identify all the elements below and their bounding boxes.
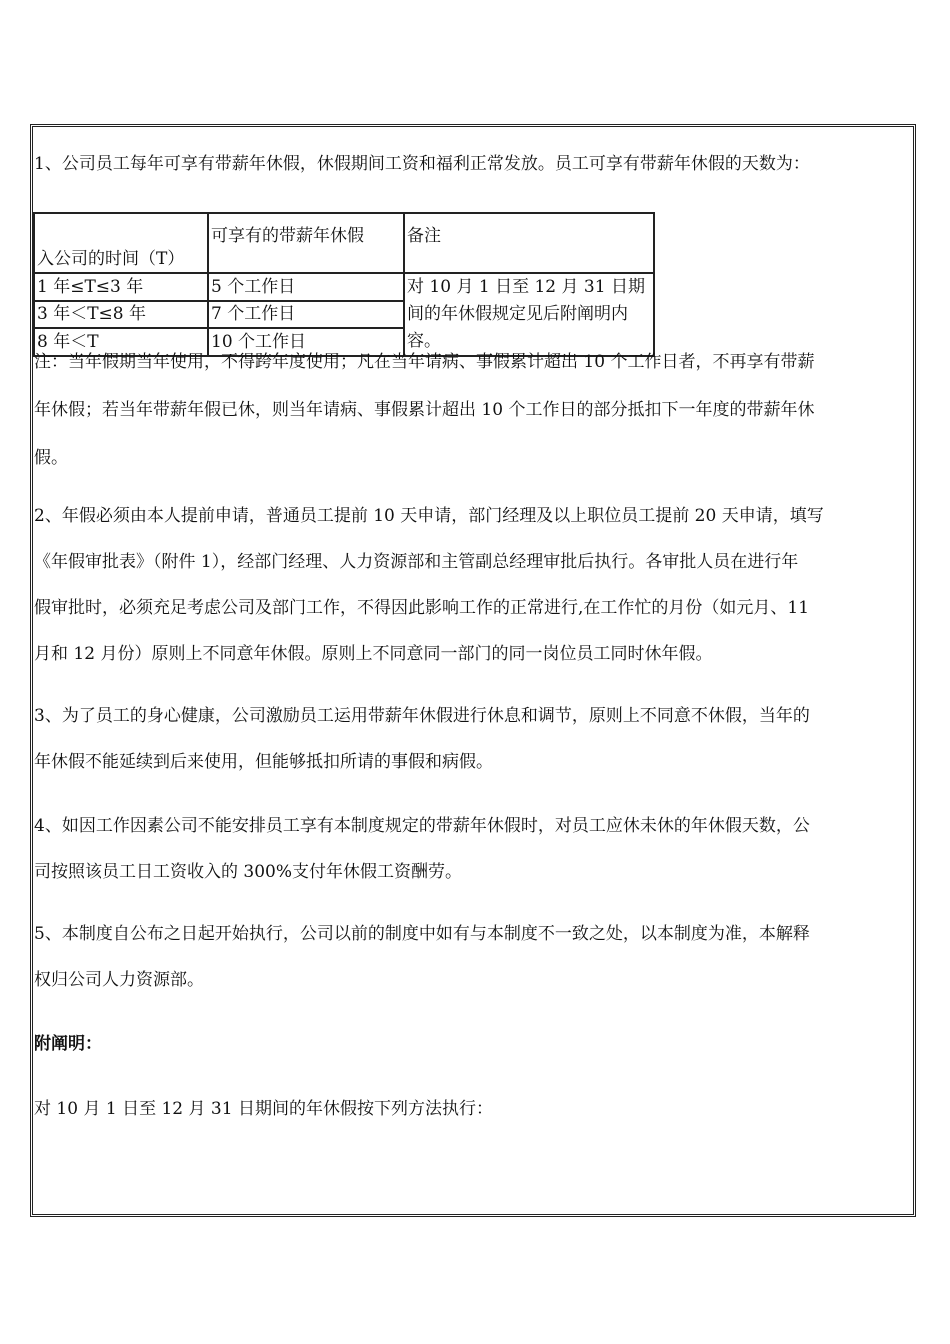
row-1-days: 5 个工作日 bbox=[208, 273, 404, 301]
paragraph-1 bbox=[34, 148, 910, 180]
header-paid-leave: 可享有的带薪年休假 bbox=[208, 213, 404, 273]
appendix-title-text: 附阐明： bbox=[34, 1034, 102, 1054]
table-header-row bbox=[34, 213, 654, 273]
remark-cell: 对 10 月 1 日至 12 月 31 日期间的年休假规定见后附阐明内容。 bbox=[404, 273, 654, 356]
paragraph-4-line: 司按照该员工日工资收入的 300%支付年休假工资酬劳。 bbox=[34, 862, 463, 882]
paragraph-5 bbox=[34, 918, 910, 1010]
paragraph-1-line: 1、公司员工每年可享有带薪年休假，休假期间工资和福利正常发放。员工可享有带薪年休假的天数为： bbox=[34, 154, 810, 174]
leave-table bbox=[33, 212, 655, 357]
table-row bbox=[34, 273, 654, 301]
appendix-text-line: 对 10 月 1 日至 12 月 31 日期间的年休假按下列方法执行： bbox=[34, 1099, 493, 1119]
paragraph-2-line: 月和 12 月份）原则上不同意年休假。原则上不同意同一部门的同一岗位员工同时休年假。 bbox=[34, 644, 713, 664]
row-2-days: 7 个工作日 bbox=[208, 301, 404, 329]
appendix-title bbox=[34, 1028, 910, 1060]
paragraph-3-line: 年休假不能延续到后来使用，但能够抵扣所请的事假和病假。 bbox=[34, 752, 493, 772]
header-remark: 备注 bbox=[404, 213, 654, 273]
paragraph-2-line: 假审批时，必须充足考虑公司及部门工作，不得因此影响工作的正常进行,在工作忙的月份（如元月、11 bbox=[34, 598, 810, 618]
paragraph-5-line: 权归公司人力资源部。 bbox=[34, 970, 204, 990]
row-2-time: 3 年＜T≤8 年 bbox=[34, 301, 208, 329]
row-1-time: 1 年≤T≤3 年 bbox=[34, 273, 208, 301]
note-line: 注：当年假期当年使用，不得跨年度使用；凡在当年请病、事假累计超出 10 个工作日者，不再享有带薪 bbox=[34, 352, 815, 372]
row-3-days: 10 个工作日 bbox=[208, 328, 404, 356]
header-join-time: 入公司的时间（T） bbox=[34, 213, 208, 273]
paragraph-3-line: 3、为了员工的身心健康，公司激励员工运用带薪年休假进行休息和调节，原则上不同意不休假，当年的 bbox=[34, 706, 810, 726]
paragraph-5-line: 5、本制度自公布之日起开始执行，公司以前的制度中如有与本制度不一致之处，以本制度为准，本解释 bbox=[34, 924, 810, 944]
paragraph-2-line: 《年假审批表》（附件 1），经部门经理、人力资源部和主管副总经理审批后执行。各审批人员在进行年 bbox=[34, 552, 799, 572]
paragraph-4-line: 4、如因工作因素公司不能安排员工享有本制度规定的带薪年休假时，对员工应休未休的年休假天数，公 bbox=[34, 816, 810, 836]
paragraph-2 bbox=[34, 500, 910, 684]
note-paragraph bbox=[34, 345, 910, 489]
paragraph-2-line: 2、年假必须由本人提前申请，普通员工提前 10 天申请，部门经理及以上职位员工提前 20 天申请，填写 bbox=[34, 506, 824, 526]
row-3-time: 8 年＜T bbox=[34, 328, 208, 356]
paragraph-3 bbox=[34, 700, 910, 792]
appendix-text bbox=[34, 1093, 910, 1125]
note-line: 假。 bbox=[34, 448, 68, 468]
note-line: 年休假；若当年带薪年假已休，则当年请病、事假累计超出 10 个工作日的部分抵扣下一年度的带薪年休 bbox=[34, 400, 815, 420]
paragraph-4 bbox=[34, 810, 910, 902]
